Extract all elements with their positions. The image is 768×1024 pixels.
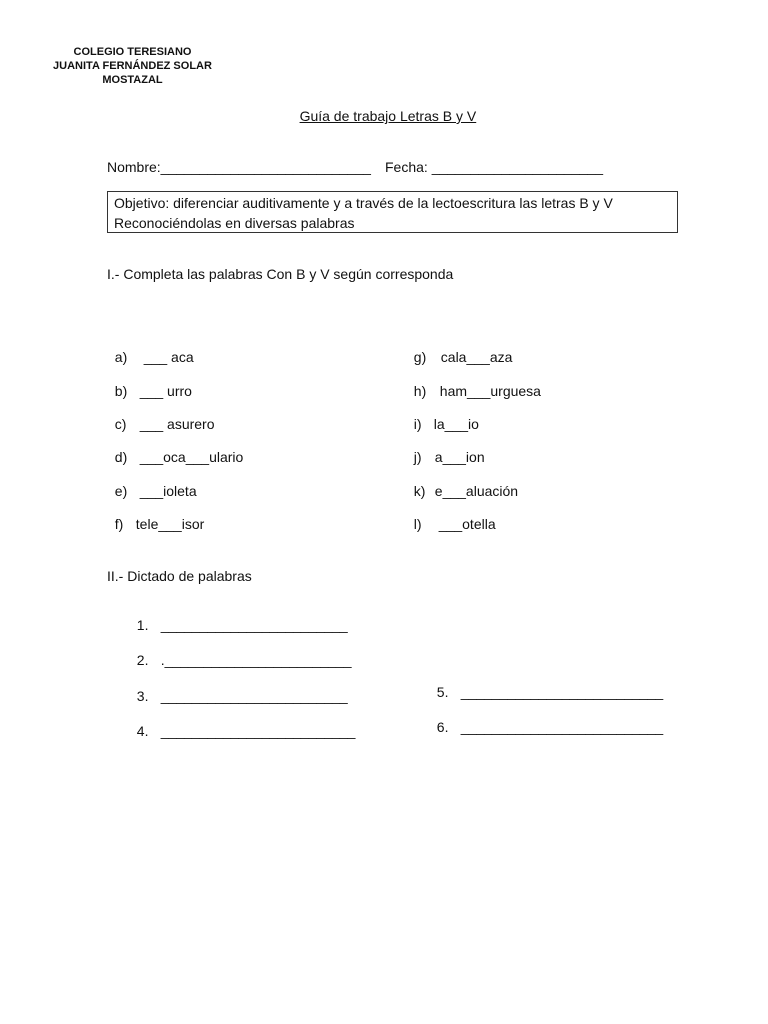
exercise-item-g[interactable] [406, 333, 512, 365]
item-text: ___oca___ulario [139, 449, 244, 465]
item-text: tele___isor [135, 516, 205, 532]
exercise-item-k[interactable] [406, 467, 518, 499]
dictation-line: __________________________ [460, 684, 664, 700]
item-label: f) [114, 516, 124, 532]
page-title-text: Guía de trabajo Letras B y V [299, 108, 477, 124]
dictation-number: 1. [136, 617, 149, 633]
item-text: ham___urguesa [439, 383, 541, 399]
page-title [0, 92, 768, 124]
item-text: ___ aca [143, 349, 194, 365]
dictation-number: 3. [136, 688, 149, 704]
dictation-line: ________________________ [160, 688, 348, 704]
item-label: i) [413, 416, 422, 432]
section-1-heading: I.- Completa las palabras Con B y V según corresponda [107, 266, 454, 282]
dictation-number: 6. [436, 719, 449, 735]
school-name: COLEGIO TERESIANO [73, 46, 192, 58]
dictation-item-4[interactable] [129, 707, 355, 739]
school-location: MOSTAZAL [102, 74, 163, 86]
item-label: k) [413, 483, 426, 499]
exercise-item-i[interactable] [406, 400, 479, 432]
dictation-number: 5. [436, 684, 449, 700]
objective-line-1: Objetivo: diferenciar auditivamente y a través de la lectoescritura las letras B y V [114, 195, 613, 211]
item-text: la___io [433, 416, 479, 432]
item-label: h) [413, 383, 427, 399]
exercise-item-a[interactable] [107, 333, 194, 365]
objective-box [107, 191, 678, 233]
dictation-item-3[interactable] [129, 672, 348, 704]
exercise-item-l[interactable] [406, 500, 496, 532]
item-text: ___ urro [139, 383, 192, 399]
item-text: ___ioleta [139, 483, 197, 499]
name-field[interactable]: Nombre:___________________________ [107, 159, 371, 175]
exercise-item-j[interactable] [406, 433, 485, 465]
section-2-heading: II.- Dictado de palabras [107, 568, 252, 584]
objective-line-2: Reconociéndolas en diversas palabras [114, 215, 355, 231]
exercise-item-c[interactable] [107, 400, 215, 432]
dictation-item-1[interactable] [129, 601, 348, 633]
item-text: e___aluación [434, 483, 519, 499]
dictation-item-5[interactable] [429, 668, 663, 700]
exercise-item-f[interactable] [107, 500, 204, 532]
dictation-line: ________________________ [160, 617, 348, 633]
exercise-item-b[interactable] [107, 367, 192, 399]
dictation-line: .________________________ [160, 652, 352, 668]
dictation-item-6[interactable] [429, 703, 663, 735]
item-text: a___ion [434, 449, 485, 465]
dictation-line: _________________________ [160, 723, 356, 739]
dictation-item-2[interactable] [129, 636, 352, 668]
school-subname: JUANITA FERNÁNDEZ SOLAR [53, 60, 212, 72]
date-field[interactable]: Fecha: ______________________ [385, 159, 603, 175]
item-label: l) [413, 516, 422, 532]
item-text: cala___aza [440, 349, 513, 365]
exercise-item-h[interactable] [406, 367, 541, 399]
dictation-number: 2. [136, 652, 149, 668]
item-label: a) [114, 349, 128, 365]
item-text: ___ asurero [139, 416, 215, 432]
school-header [40, 45, 225, 87]
dictation-line: __________________________ [460, 719, 664, 735]
item-text: ___otella [438, 516, 496, 532]
item-label: c) [114, 416, 127, 432]
item-label: d) [114, 449, 128, 465]
dictation-number: 4. [136, 723, 149, 739]
item-label: g) [413, 349, 427, 365]
item-label: e) [114, 483, 128, 499]
item-label: j) [413, 449, 422, 465]
item-label: b) [114, 383, 128, 399]
exercise-item-e[interactable] [107, 467, 197, 499]
exercise-item-d[interactable] [107, 433, 243, 465]
